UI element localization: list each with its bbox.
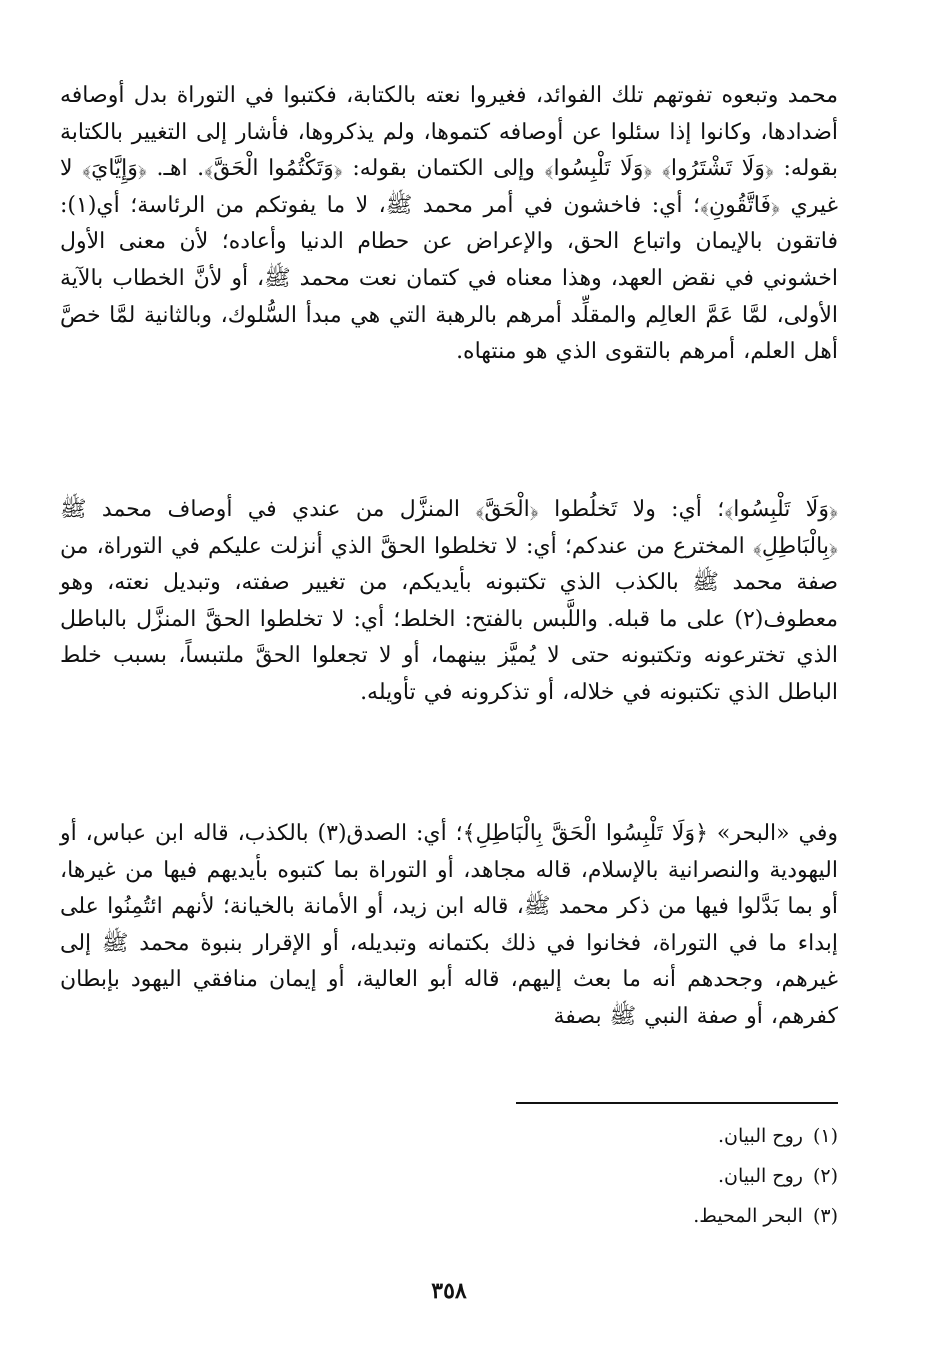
footnote-1	[438, 1116, 838, 1156]
footnote-number: (٢)	[812, 1165, 838, 1187]
body-paragraph-2: ﴿وَلَا تَلْبِسُوا﴾؛ أي: ولا تَخلُطوا ﴿الْحَقَّ﴾ المنزَّل من عندي في أوصاف محمد ﷺ ﴿بِالْبَاطِلِ﴾ المخترع من عندكم؛ أي: لا تخلطوا الحقَّ الذي أنزلت عليكم في التوراة، من صفة محمد ﷺ بالكذب الذي تكتبونه بأيديكم، من تغيير صفته، وتبديل نعته، وهو معطوف(٢) على ما قبله. واللَّبس بالفتح: الخلط؛ أي: لا تخلطوا الحقَّ المنزَّل بالباطل الذي تخترعونه وتكتبونه حتى لا يُميَّز بينهما، أو لا تجعلوا الحقَّ ملتبساً، بسبب خلط الباطل الذي تكتبونه في خلاله، أو تذكرونه في تأويله.	[60, 497, 838, 705]
footnote-3	[438, 1196, 838, 1236]
body-paragraph-3: وفي «البحر» ﴿وَلَا تَلْبِسُوا الْحَقَّ بِالْبَاطِلِ﴾؛ أي: الصدق(٣) بالكذب، قاله ابن عباس، أو اليهودية والنصرانية بالإسلام، قاله مجاهد، أو التوراة بما كتبوه بأيديهم فيها من غيرها، أو بما بَدَّلوا فيها من ذكر محمد ﷺ، قاله ابن زيد، أو الأمانة بالخيانة؛ لأنهم ائتُمِنُوا على إبداء ما في التوراة، فخانوا في ذلك بكتمانه وتبديله، أو الإقرار بنبوة محمد ﷺ إلى غيرهم، وجحدهم أنه ما بعث إليهم، قاله أبو العالية، أو إيمان منافقي اليهود بإبطان كفرهم، أو صفة النبي ﷺ بصفة	[60, 821, 839, 1029]
footnote-text: البحر المحيط.	[693, 1205, 803, 1227]
footnote-number: (١)	[812, 1125, 838, 1147]
body-paragraph-1: محمد وتبعوه تفوتهم تلك الفوائد، فغيروا نعته بالكتابة، فكتبوا في التوراة بدل أوصافه أضدادها، وكانوا إذا سئلوا عن أوصافه كتموها، ولم يذكروها، فأشار إلى التغيير بالكتابة بقوله: ﴿وَلَا تَشْتَرُوا﴾ ﴿وَلَا تَلْبِسُوا﴾ وإلى الكتمان بقوله: ﴿وَتَكْتُمُوا الْحَقَّ﴾. اهـ. ﴿وَإِيَّايَ﴾ لا غيري ﴿فَاتَّقُونِ﴾؛ أي: فاخشون في أمر محمد ﷺ، لا ما يفوتكم من الرئاسة؛ أي(١): فاتقون بالإيمان واتباع الحق، والإعراض عن حطام الدنيا وأعاده؛ لأن معنى الأول اخشوني في نقض العهد، وهذا معناه في كتمان نعت محمد ﷺ، أو لأنَّ الخطاب بالآية الأولى، لمَّا عَمَّ العالِم والمقلِّد أمرهم بالرهبة التي هي مبدأ السُّلوك، وبالثانية لمَّا خصَّ أهل العلم، أمرهم بالتقوى الذي هو منتهاه.	[60, 83, 838, 365]
page-number: ٣٥٨	[431, 1278, 467, 1304]
footnote-text: روح البيان.	[717, 1165, 803, 1187]
footnotes-list	[438, 1116, 838, 1236]
footnote-text: روح البيان.	[717, 1125, 803, 1147]
footnote-number: (٣)	[812, 1205, 838, 1227]
book-page	[60, 78, 838, 1328]
footnote-divider	[516, 1102, 838, 1104]
footnote-2	[438, 1156, 838, 1196]
